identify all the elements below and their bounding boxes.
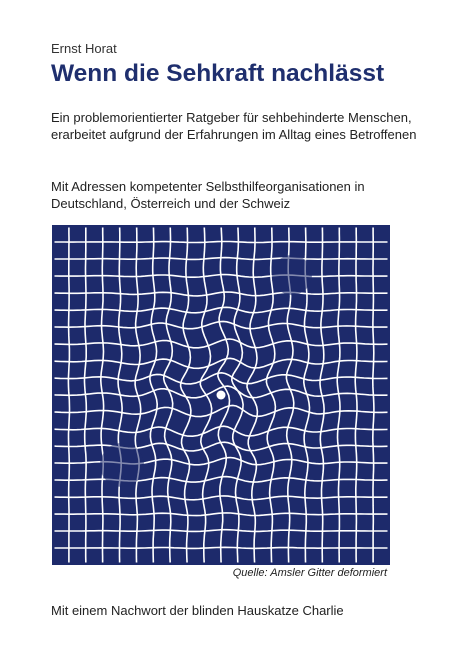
center-fixation-dot xyxy=(217,391,226,400)
book-title: Wenn die Sehkraft nachlässt xyxy=(51,60,385,87)
amsler-grid-image xyxy=(52,225,390,565)
distortion-blotch xyxy=(100,443,144,487)
amsler-grid-illustration xyxy=(52,225,390,565)
book-subtitle: Ein problemorientierter Ratgeber für sehbehinderte Menschen, erarbeitet aufgrund der Erfahrungen im Alltag eines Betroffenen xyxy=(51,110,417,142)
addresses-note: Mit Adressen kompetenter Selbsthilfeorganisationen in Deutschland, Österreich und der Schweiz xyxy=(51,179,365,211)
author-name: Ernst Horat xyxy=(51,41,117,56)
afterword-note: Mit einem Nachwort der blinden Hauskatze Charlie xyxy=(51,603,344,618)
image-caption: Quelle: Amsler Gitter deformiert xyxy=(232,567,387,579)
distortion-blotch xyxy=(272,255,312,295)
